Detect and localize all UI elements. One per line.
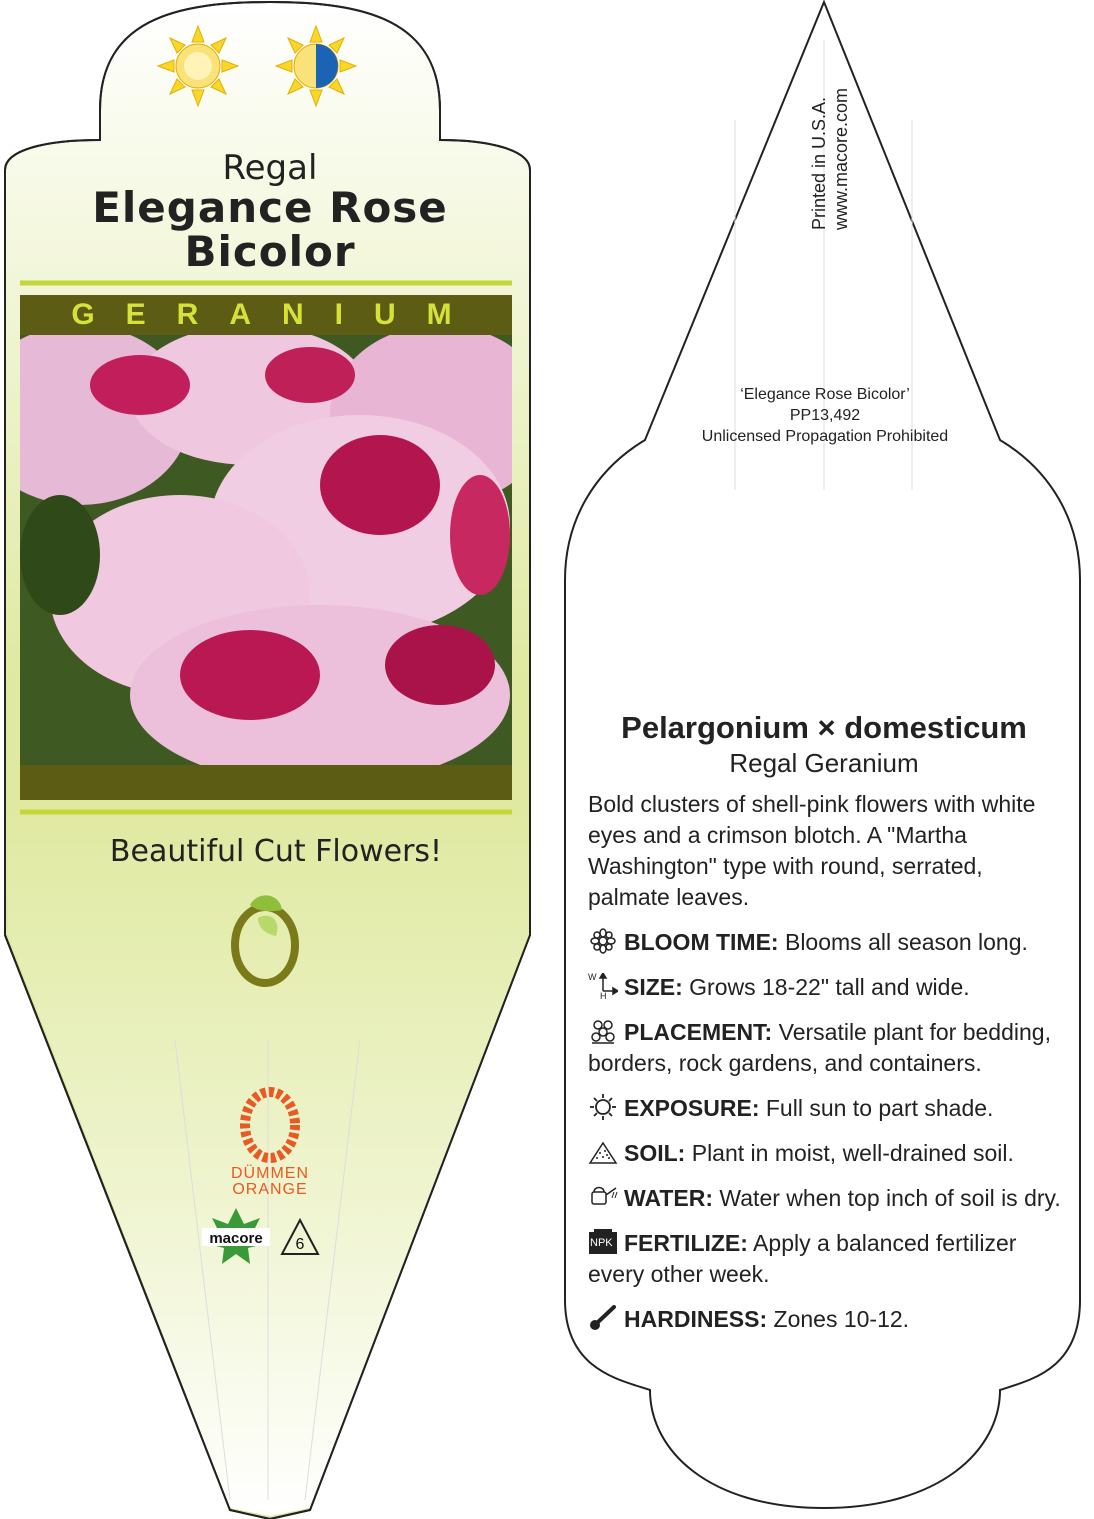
- npk-icon: [588, 1229, 618, 1255]
- common-name: Regal Geranium: [729, 748, 919, 778]
- attr-exposure: [588, 1093, 1068, 1124]
- attr-size: [588, 972, 1068, 1003]
- attr-hardiness: [588, 1304, 1068, 1335]
- npk-text: NPK: [590, 1237, 613, 1249]
- soil-icon: [588, 1139, 618, 1165]
- water-value: Water when top inch of soil is dry.: [713, 1185, 1061, 1211]
- water-label: WATER:: [624, 1185, 714, 1211]
- placement-icon: [588, 1018, 618, 1044]
- placement-value: Versatile plant for bedding, borders, rock gardens, and containers.: [588, 1019, 1051, 1076]
- plant-description: Bold clusters of shell-pink flowers with white eyes and a crimson blotch. A "Martha Washington" type with round, serrated, palmate leaves.: [588, 791, 1036, 910]
- full-sun-icon: [158, 26, 238, 106]
- flower-icon: [588, 928, 618, 954]
- size-icon-w: W: [588, 972, 597, 982]
- size-value: Grows 18-22" tall and wide.: [682, 974, 970, 1000]
- brand-line-1: DÜMMEN: [231, 1165, 309, 1182]
- attr-soil: [588, 1138, 1068, 1169]
- attr-fertilize: [588, 1228, 1068, 1290]
- care-info: [588, 710, 1068, 1335]
- patent-variety: ‘Elegance Rose Bicolor’: [740, 386, 910, 403]
- macore-label: macore: [209, 1230, 263, 1247]
- hardiness-label: HARDINESS:: [624, 1306, 768, 1332]
- bloom-time-value: Blooms all season long.: [778, 929, 1028, 955]
- thermometer-icon: [588, 1305, 618, 1331]
- patent-notice: Unlicensed Propagation Prohibited: [701, 428, 949, 445]
- part-shade-icon: [276, 26, 356, 106]
- genus-band: GERANIUM: [20, 295, 512, 335]
- printed-in: [808, 88, 852, 230]
- attr-water: [588, 1183, 1068, 1214]
- variety-line-1: Elegance Rose: [92, 183, 448, 232]
- variety-name: [20, 183, 520, 276]
- recycle-code: 6: [295, 1236, 305, 1253]
- soil-value: Plant in moist, well-drained soil.: [685, 1140, 1014, 1166]
- sun-icon: [588, 1094, 618, 1120]
- hardiness-value: Zones 10-12.: [767, 1306, 910, 1332]
- bloom-time-label: BLOOM TIME:: [624, 929, 779, 955]
- size-label: SIZE:: [624, 974, 683, 1000]
- printed-line-1: Printed in U.S.A.: [809, 96, 829, 230]
- fertilize-label: FERTILIZE:: [624, 1230, 748, 1256]
- brand-line-2: ORANGE: [232, 1181, 308, 1198]
- placement-label: PLACEMENT:: [624, 1019, 773, 1045]
- tagline: Beautiful Cut Flowers!: [109, 834, 443, 869]
- size-icon-h: H: [600, 991, 607, 1001]
- soil-label: SOIL:: [624, 1140, 686, 1166]
- patent-number: PP13,492: [789, 407, 861, 424]
- variety-line-2: Bicolor: [184, 227, 356, 276]
- flower-photo: [20, 335, 512, 765]
- scientific-name: Pelargonium × domesticum: [621, 710, 1027, 745]
- size-icon: [588, 973, 618, 999]
- fertilize-value: Apply a balanced fertilizer every other week.: [588, 1230, 1017, 1287]
- patent-info: [640, 384, 1010, 447]
- photo-bottom-band: [20, 765, 512, 800]
- exposure-value: Full sun to part shade.: [759, 1095, 994, 1121]
- brand-name: [222, 1166, 318, 1198]
- exposure-label: EXPOSURE:: [624, 1095, 760, 1121]
- attr-bloom-time: [588, 927, 1068, 958]
- printed-line-2: www.macore.com: [831, 87, 851, 230]
- watering-can-icon: [588, 1184, 618, 1210]
- series-name: Regal: [222, 148, 318, 188]
- attr-placement: [588, 1017, 1068, 1079]
